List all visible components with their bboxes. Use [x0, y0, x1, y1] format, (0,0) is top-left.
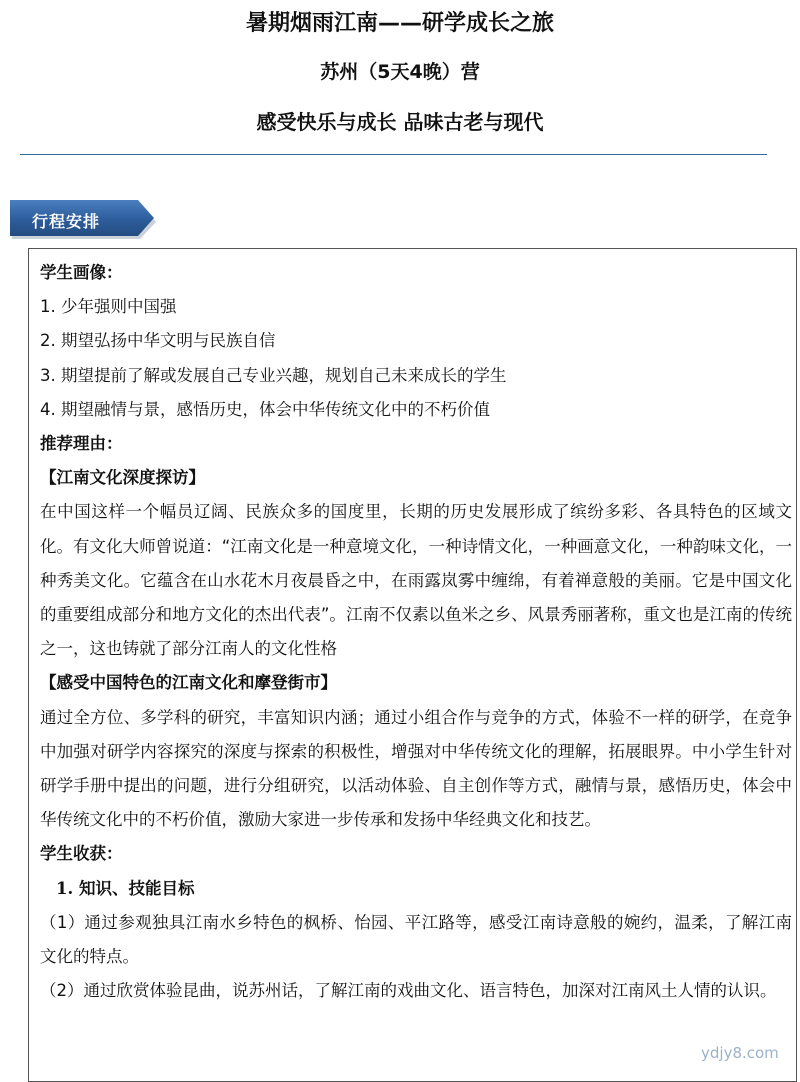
watermark: ydjy8.com [701, 1044, 779, 1062]
gains-item: （2）通过欣赏体验昆曲，说苏州话，了解江南的戏曲文化、语言特色，加深对江南风土人情的认识。 [40, 981, 777, 1001]
page-subtitle: 苏州（5天4晚）营 [320, 61, 480, 83]
section-tab-itinerary [10, 200, 156, 239]
section-heading-jiangnan-culture: 【江南文化深度探访】 [40, 468, 205, 488]
page-title: 暑期烟雨江南——研学成长之旅 [245, 11, 554, 36]
list-item: 1. 少年强则中国强 [40, 297, 177, 317]
page-slogan: 感受快乐与成长 品味古老与现代 [256, 110, 544, 134]
list-item: 3. 期望提前了解或发展自己专业兴趣，规划自己未来成长的学生 [40, 365, 507, 385]
gains-heading: 学生收获： [40, 844, 123, 864]
section-tab-label: 行程安排 [32, 212, 101, 231]
itinerary-content [40, 256, 792, 1008]
portrait-heading: 学生画像： [40, 263, 123, 282]
list-item: 2. 期望弘扬中华文明与民族自信 [40, 331, 276, 351]
list-item: 4. 期望融情与景，感悟历史，体会中华传统文化中的不朽价值 [40, 399, 490, 419]
section-heading-modern-street: 【感受中国特色的江南文化和摩登街市】 [40, 673, 337, 693]
header-divider [20, 154, 767, 155]
gains-sub-heading: 1. 知识、技能目标 [56, 878, 195, 898]
gains-item: （1）通过参观独具江南水乡特色的枫桥、怡园、平江路等，感受江南诗意般的婉约，温柔，了解江南文化的特点。 [40, 912, 792, 967]
section-paragraph-modern-street: 通过全方位、多学科的研究，丰富知识内涵；通过小组合作与竞争的方式，体验不一样的研学，在竞争中加强对研学内容探究的深度与探索的积极性，增强对中华传统文化的理解，拓展眼界。中小学生针对研学手册中提出的问题，进行分组研究，以活动体验、自主创作等方式，融情与景，感悟历史，体会中华传统文化中的不朽价值，激励大家进一步传承和发扬中华经典文化和技艺。 [40, 707, 792, 830]
section-paragraph-jiangnan-culture: 在中国这样一个幅员辽阔、民族众多的国度里，长期的历史发展形成了缤纷多彩、各具特色的区域文化。有文化大师曾说道：“江南文化是一种意境文化，一种诗情文化，一种画意文化，一种韵味文化，一种秀美文化。它蕴含在山水花木月夜晨昏之中，在雨露岚雾中缠绵，有着禅意般的美丽。它是中国文化的重要组成部分和地方文化的杰出代表”。江南不仅素以鱼米之乡、风景秀丽著称，重文也是江南的传统之一，这也铸就了部分江南人的文化性格 [40, 502, 792, 659]
reason-heading: 推荐理由： [40, 434, 123, 454]
